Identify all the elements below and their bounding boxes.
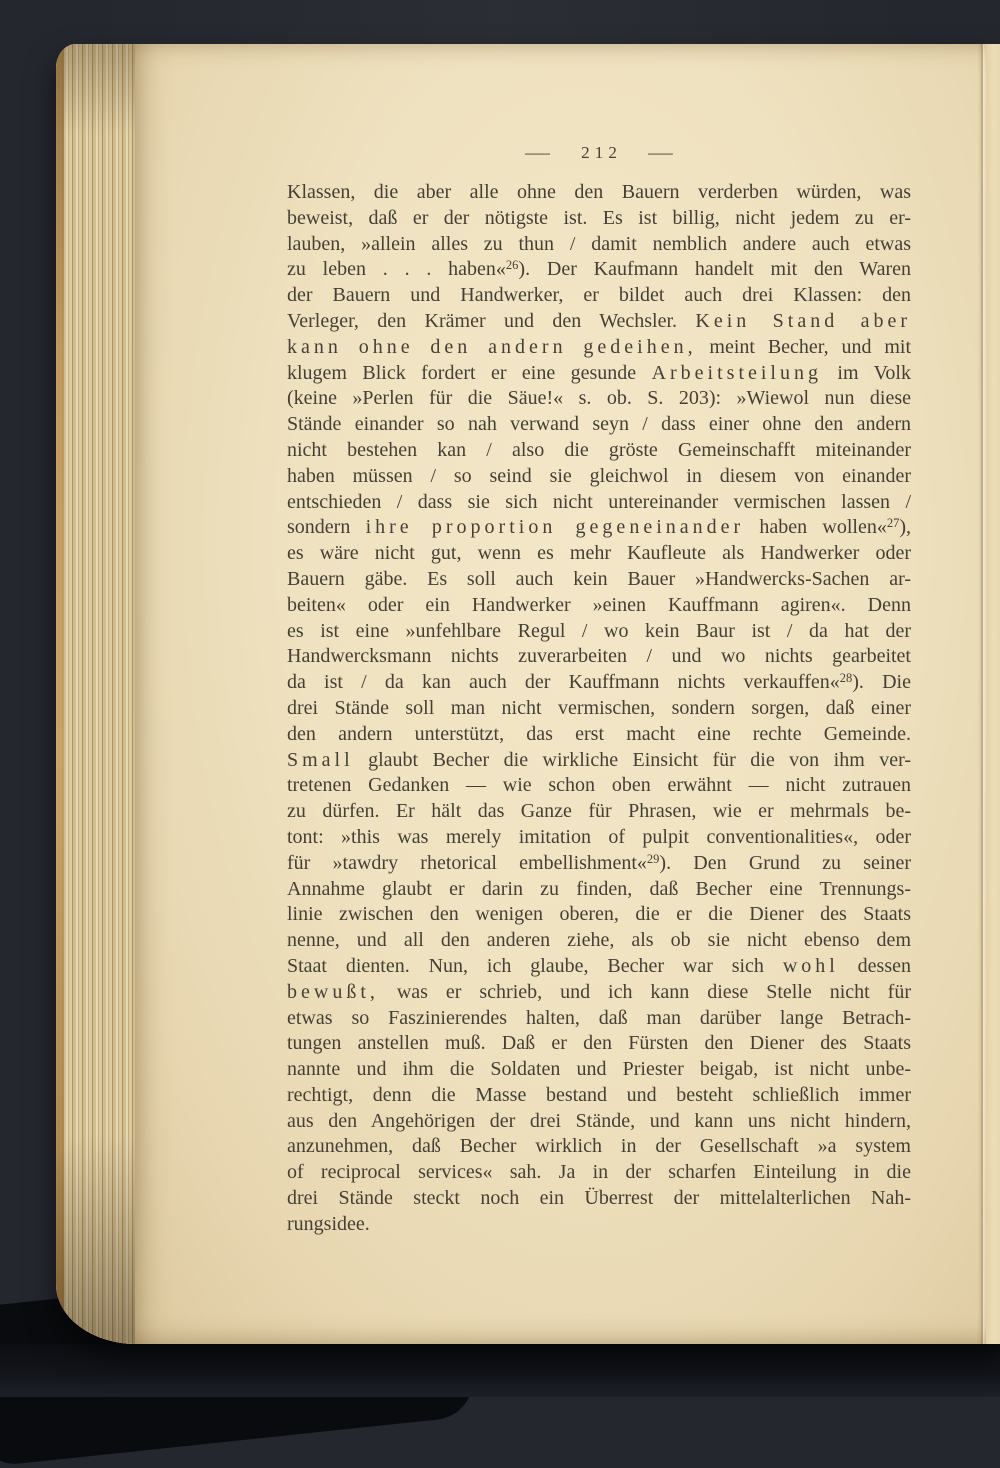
text-segment: ), (899, 516, 911, 539)
text-segment: entschieden / dass sie sich nicht untereinander vermischen lassen / (287, 490, 911, 513)
text-segment: nannte und ihm die Soldaten und Priester beigab, ist nicht unbe- (287, 1058, 911, 1081)
adjacent-page-sliver (986, 44, 1000, 1344)
text-line (287, 1212, 911, 1238)
text-line (287, 980, 911, 1006)
text-segment: Stände einander so nah verwand seyn / dass einer ohne den andern (287, 413, 911, 436)
text-line (287, 232, 911, 258)
text-line (287, 748, 911, 774)
text-segment: nicht bestehen kan / also die gröste Gemeinschafft miteinander (287, 438, 911, 461)
text-segment: es wäre nicht gut, wenn es mehr Kaufleute als Handwerker oder (287, 542, 911, 565)
text-line (287, 1006, 911, 1032)
text-segment: es ist eine »unfehlbare Regul / wo kein Baur ist / da hat der (287, 619, 911, 642)
text-segment: klugem Blick fordert er eine gesunde (287, 361, 652, 384)
text-segment: was er schrieb, und ich kann diese Stelle nicht für (378, 980, 911, 1003)
text-line (287, 309, 911, 335)
text-segment: beweist, daß er der nötigste ist. Es ist billig, nicht jedem zu er- (287, 206, 911, 229)
text-line (287, 412, 911, 438)
text-segment: haben wollen« (744, 516, 887, 539)
body-text (287, 180, 911, 1238)
text-line (287, 1134, 911, 1160)
footnote-ref: 29 (646, 851, 660, 866)
text-line (287, 851, 911, 877)
book-bottom-shadow (0, 1344, 1000, 1397)
text-line (287, 180, 911, 206)
text-segment: bewußt, (287, 980, 379, 1003)
text-line (287, 335, 911, 361)
text-segment: linie zwischen den wenigen oberen, die er die Diener des Staats (287, 903, 911, 926)
text-segment: rechtigt, denn die Masse bestand und besteht schließlich immer (287, 1083, 911, 1106)
text-segment: Bauern gäbe. Es soll auch kein Bauer »Handwercks-Sachen ar- (287, 567, 911, 590)
text-line (287, 438, 911, 464)
text-line (287, 515, 911, 541)
text-line (287, 902, 911, 928)
text-segment: drei Stände steckt noch ein Überrest der mittelalterlichen Nah- (287, 1187, 911, 1210)
book-cover-edge (56, 44, 64, 1344)
text-segment: den andern unterstützt, das erst macht eine rechte Gemeinde. (287, 722, 911, 745)
text-line (287, 928, 911, 954)
text-line (287, 283, 911, 309)
text-line (287, 670, 911, 696)
text-segment: anzunehmen, daß Becher wirklich in der Gesellschaft »a system (287, 1135, 911, 1158)
footnote-ref: 28 (839, 671, 853, 686)
stacked-page-edges (56, 44, 135, 1344)
text-segment: Handwercksmann nichts zuverarbeiten / und wo nichts gearbeitet (287, 645, 911, 668)
text-line (287, 257, 911, 283)
text-segment: Klassen, die aber alle ohne den Bauern verderben würden, was (287, 181, 911, 203)
text-line (287, 1083, 911, 1109)
text-segment: kann ohne den andern gedeihen, (287, 335, 697, 358)
text-segment: aus den Angehörigen der drei Stände, und kann uns nicht hindern, (287, 1109, 911, 1132)
text-segment: beiten« oder ein Handwerker »einen Kauffmann agiren«. Denn (287, 593, 911, 616)
text-line (287, 1031, 911, 1057)
text-segment: für »tawdry rhetorical embellishment« (287, 851, 647, 874)
text-segment: sondern (287, 516, 366, 539)
text-segment: tont: »this was merely imitation of pulpit conventionalities«, oder (287, 825, 911, 848)
text-segment: haben müssen / so seind sie gleichwol in diesem von einander (287, 464, 911, 487)
text-line (287, 206, 911, 232)
text-segment: meint Becher, und mit (696, 335, 911, 358)
header-dash-left: — (525, 143, 550, 162)
text-line (287, 464, 911, 490)
text-segment: of reciprocal services« sah. Ja in der scharfen Einteilung in die (287, 1161, 911, 1184)
text-segment: ihre proportion gegeneinander (365, 516, 745, 539)
text-line (287, 722, 911, 748)
text-line (287, 361, 911, 387)
text-line (287, 1186, 911, 1212)
text-line (287, 799, 911, 825)
text-line (287, 386, 911, 412)
text-line (287, 1057, 911, 1083)
text-line (287, 490, 911, 516)
text-segment: ). Den Grund zu seiner (659, 851, 912, 874)
text-line (287, 1160, 911, 1186)
text-segment: ). Der Kaufmann handelt mit den Waren (518, 258, 911, 281)
footnote-ref: 27 (886, 516, 900, 531)
page-number: 212 (581, 143, 622, 162)
text-segment: ). Die (852, 671, 911, 694)
text-line (287, 877, 911, 903)
text-line (287, 1109, 911, 1135)
text-segment: da ist / da kan auch der Kauffmann nichts verkauffen« (287, 671, 840, 694)
text-segment: Kein Stand aber (695, 309, 911, 332)
text-segment: Verleger, den Krämer und den Wechsler. (287, 309, 696, 332)
text-segment: lauben, »allein alles zu thun / damit nemblich andere auch etwas (287, 232, 911, 255)
text-segment: im Volk (822, 361, 911, 384)
text-segment: zu leben . . . haben« (287, 258, 506, 281)
text-line (287, 541, 911, 567)
text-segment: drei Stände soll man nicht vermischen, sondern sorgen, daß einer (287, 696, 911, 719)
text-segment: der Bauern und Handwerker, er bildet auch drei Klassen: den (287, 284, 911, 307)
header-dash-right: — (648, 143, 673, 162)
text-segment: tretenen Gedanken — wie schon oben erwähnt — nicht zutrauen (287, 774, 911, 797)
text-segment: nenne, und all den anderen ziehe, als ob sie nicht ebenso dem (287, 929, 911, 952)
text-line (287, 619, 911, 645)
text-segment: Staat dienten. Nun, ich glaube, Becher war sich (287, 954, 783, 977)
text-segment: (keine »Perlen für die Säue!« s. ob. S. 203): »Wiewol nun diese (287, 387, 911, 410)
text-line (287, 954, 911, 980)
text-segment: rungsidee. (287, 1212, 370, 1235)
text-segment: etwas so Faszinierendes halten, daß man darüber lange Betrach- (287, 1006, 911, 1029)
text-line (287, 593, 911, 619)
text-segment: glaubt Becher die wirkliche Einsicht für die von ihm ver- (353, 748, 911, 771)
text-segment: tungen anstellen muß. Daß er den Fürsten den Diener des Staats (287, 1032, 911, 1055)
text-line (287, 825, 911, 851)
text-segment: Annahme glaubt er darin zu finden, daß Becher eine Trennungs- (287, 877, 911, 900)
text-line (287, 644, 911, 670)
text-segment: Small (287, 748, 354, 771)
page-number-header (287, 143, 911, 163)
text-segment: zu dürfen. Er hält das Ganze für Phrasen, wie er mehrmals be- (287, 800, 911, 823)
text-segment: wohl (782, 954, 839, 977)
book-page-stack (56, 44, 1000, 1344)
footnote-ref: 26 (505, 258, 519, 273)
text-line (287, 773, 911, 799)
text-line (287, 567, 911, 593)
text-segment: dessen (838, 954, 911, 977)
text-segment: Arbeitsteilung (651, 361, 822, 384)
book-page (135, 44, 1000, 1344)
text-line (287, 696, 911, 722)
gutter-fold (978, 44, 986, 1344)
